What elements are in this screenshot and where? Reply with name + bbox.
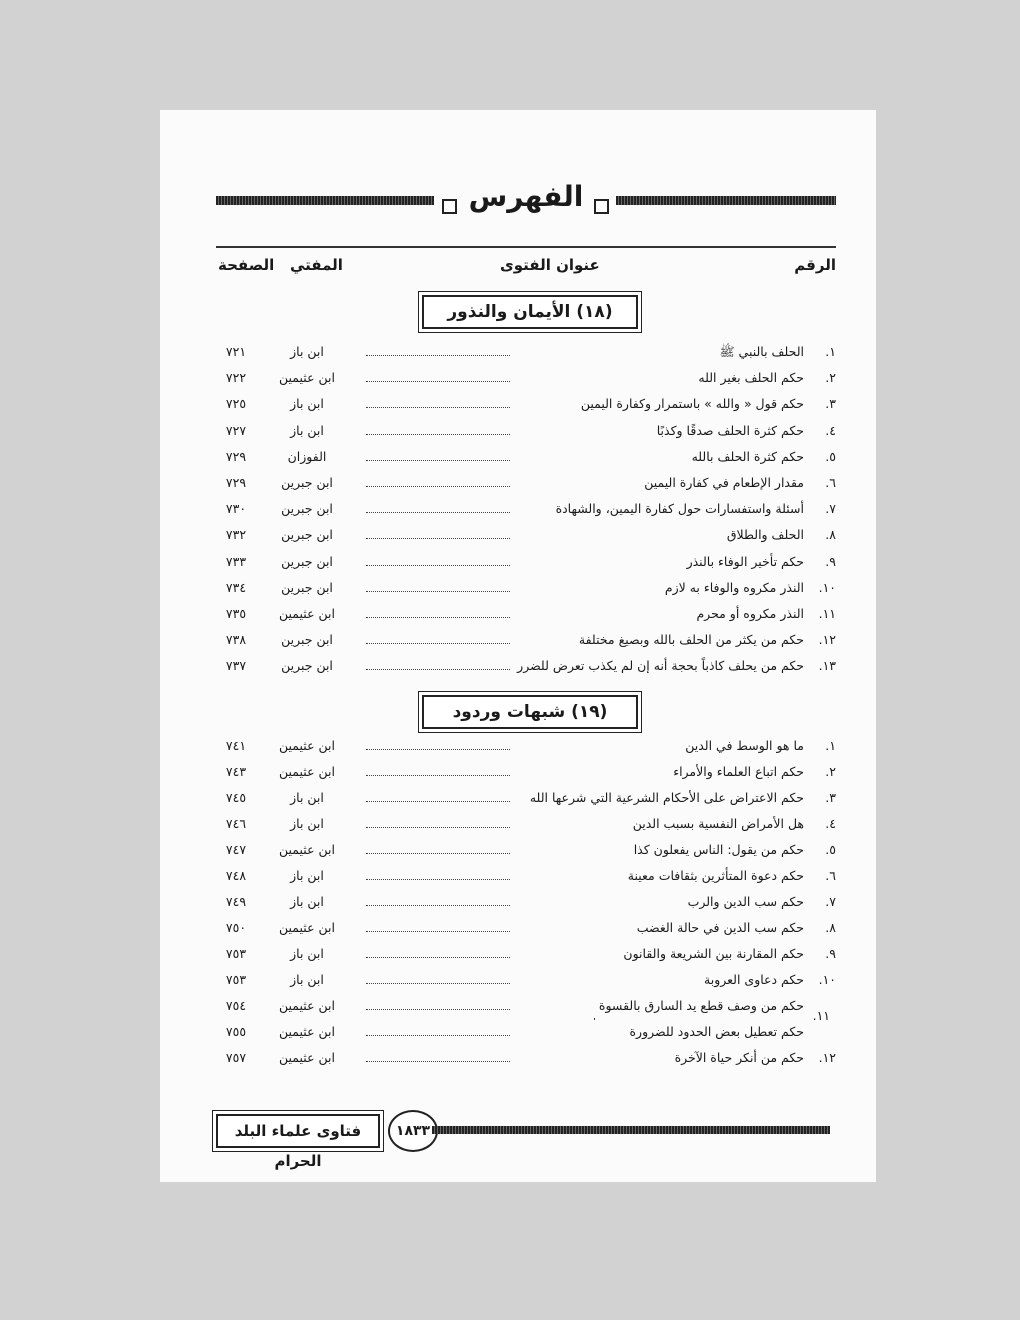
entry-title: حكم اتباع العلماء والأمراء: [510, 760, 804, 784]
entry-page: ٧٢٩: [225, 448, 247, 464]
entry-mufti: ابن جبرين: [281, 501, 333, 517]
entry-page: ٧٣٧: [225, 658, 247, 674]
entry-page: ٧٥٣: [225, 972, 247, 987]
entry-title: حكم من أنكر حياة الآخرة: [510, 1046, 804, 1070]
entry-number: ٥.: [825, 842, 836, 857]
index-entry: [216, 864, 836, 888]
page-title: الفهرس: [468, 180, 584, 213]
entry-title: حكم تعطيل بعض الحدود للضرورة: [510, 1020, 804, 1044]
title-rule-right: [616, 196, 836, 205]
entry-number: ١٣.: [818, 658, 836, 674]
column-header-title: عنوان الفتوى: [500, 256, 600, 274]
entry-page: ٧٤١: [225, 738, 247, 753]
index-entry: [216, 497, 836, 521]
entry-number: ١١.: [818, 606, 836, 621]
entry-title: حكم سب الدين في حالة الغضب: [510, 916, 804, 940]
entry-title: الحلف بالنبي ﷺ: [510, 340, 804, 364]
entry-page: ٧٤٨: [225, 868, 247, 883]
entry-title: حكم من يكثر من الحلف بالله وبصيغ مختلفة: [510, 628, 804, 652]
entry-title: حكم سب الدين والرب: [510, 890, 804, 914]
entry-mufti: ابن باز: [290, 868, 324, 883]
index-entry: [216, 916, 836, 940]
entry-number: ٤.: [825, 816, 836, 831]
entry-title: حكم المقارنة بين الشريعة والقانون: [510, 942, 804, 966]
index-entry: [216, 445, 836, 469]
entry-page: ٧٢٩: [225, 475, 247, 490]
entry-mufti: ابن عثيمين: [279, 738, 335, 753]
entry-number: ٨.: [825, 527, 836, 543]
index-entry: [216, 942, 836, 966]
entry-page: ٧٣٥: [225, 606, 247, 621]
entry-number: ٢.: [825, 370, 836, 386]
index-entry: [216, 550, 836, 574]
index-entry: [216, 968, 836, 992]
entry-title: حكم دعاوى العروبة: [510, 968, 804, 992]
entry-title: حكم تأخير الوفاء بالنذر: [510, 550, 804, 574]
entry-page: ٧٤٦: [225, 816, 247, 831]
entry-number: ٣.: [825, 396, 836, 412]
index-entry: [216, 838, 836, 862]
index-entry: [216, 654, 836, 678]
footer-rule: [432, 1126, 830, 1134]
entry-page: ٧٤٣: [225, 764, 247, 779]
entry-title: مقدار الإطعام في كفارة اليمين: [510, 471, 804, 495]
entry-number: ١.: [825, 344, 836, 359]
index-entry: [216, 366, 836, 390]
entry-page: ٧٣٢: [225, 527, 247, 543]
column-header-page: الصفحة: [218, 256, 275, 274]
entry-mufti: ابن باز: [290, 422, 324, 438]
index-entry: [216, 1020, 836, 1044]
entry-page: ٧٥٤: [225, 998, 247, 1013]
index-entry: [216, 812, 836, 836]
entry-page: ٧٣٤: [225, 579, 247, 595]
entry-number: ١١.: [812, 1008, 830, 1023]
entry-title: النذر مكروه أو محرم: [510, 602, 804, 626]
entry-mufti: ابن عثيمين: [279, 920, 335, 935]
entry-number: ١٠.: [818, 579, 836, 595]
entry-title: حكم الاعتراض على الأحكام الشرعية التي شرعها الله: [510, 786, 804, 810]
index-entry: [216, 760, 836, 784]
entry-number: ١٠.: [818, 972, 836, 987]
entry-mufti: ابن جبرين: [281, 579, 333, 595]
title-rule-left: [216, 196, 434, 205]
entry-title: حكم من يقول: الناس يفعلون كذا: [510, 838, 804, 862]
entry-mufti: ابن باز: [290, 396, 324, 412]
entry-mufti: ابن جبرين: [281, 475, 333, 490]
entry-title: حكم كثرة الحلف صدقًا وكذبًا: [510, 419, 804, 443]
entry-number: ٥.: [825, 448, 836, 464]
index-entry: [216, 890, 836, 914]
entry-page: ٧٢٧: [225, 422, 247, 438]
entry-page: ٧٣٣: [225, 553, 247, 569]
entry-title: الحلف والطلاق: [510, 523, 804, 547]
entry-mufti: ابن باز: [290, 790, 324, 805]
entry-mufti: ابن باز: [290, 946, 324, 961]
index-entry: [216, 786, 836, 810]
entry-page: ٧٤٥: [225, 790, 247, 805]
column-header-number: الرقم: [794, 256, 836, 274]
footer-page-number: ١٨٣٣: [388, 1110, 438, 1152]
index-entry: [216, 602, 836, 626]
entry-title: حكم الحلف بغير الله: [510, 366, 804, 390]
index-entry: [216, 1046, 836, 1070]
entry-page: ٧٥٥: [225, 1024, 247, 1039]
entry-mufti: ابن عثيمين: [279, 370, 335, 386]
entry-title: ما هو الوسط في الدين: [510, 734, 804, 758]
footer-book-title: فتاوى علماء البلد الحرام: [216, 1114, 380, 1148]
entry-mufti: ابن باز: [290, 816, 324, 831]
entry-number: ٤.: [825, 422, 836, 438]
entry-title: حكم قول « والله » باستمرار وكفارة اليمين: [510, 392, 804, 416]
entry-number: ٨.: [825, 920, 836, 935]
entry-number: ٦.: [825, 475, 836, 490]
entry-page: ٧٢٥: [225, 396, 247, 412]
index-entry: [216, 419, 836, 443]
square-bullet-icon: [594, 199, 609, 214]
section-heading: (١٩) شبهات وردود: [422, 695, 638, 729]
index-entry: [216, 340, 836, 364]
entry-page: ٧٢١: [225, 344, 247, 359]
entry-number: ١.: [825, 738, 836, 753]
entry-number: ٢.: [825, 764, 836, 779]
entry-mufti: الفوزان: [287, 448, 327, 464]
entry-title: حكم دعوة المتأثرين بثقافات معينة: [510, 864, 804, 888]
entry-number: ١٢.: [818, 1050, 836, 1065]
entry-mufti: ابن عثيمين: [279, 1050, 335, 1065]
column-header-mufti: المفتي: [290, 256, 343, 274]
entry-mufti: ابن جبرين: [281, 632, 333, 648]
entry-number: ٩.: [825, 946, 836, 961]
entry-number: ٩.: [825, 553, 836, 569]
entry-page: ٧٤٩: [225, 894, 247, 909]
entry-number: ٧.: [825, 894, 836, 909]
entry-page: ٧٢٢: [225, 370, 247, 386]
index-entry: [216, 576, 836, 600]
entry-number: ٦.: [825, 868, 836, 883]
index-entry: [216, 523, 836, 547]
entry-mufti: ابن عثيمين: [279, 998, 335, 1013]
entry-mufti: ابن باز: [290, 972, 324, 987]
entry-mufti: ابن جبرين: [281, 527, 333, 543]
entry-mufti: ابن جبرين: [281, 553, 333, 569]
entry-page: ٧٥٧: [225, 1050, 247, 1065]
entry-title: حكم كثرة الحلف بالله: [510, 445, 804, 469]
entry-title: حكم من يحلف كاذباً بحجة أنه إن لم يكذب تعرض للضرر: [510, 654, 804, 678]
entry-mufti: ابن عثيمين: [279, 764, 335, 779]
section-heading: (١٨) الأيمان والنذور: [422, 295, 638, 329]
entry-number: ١٢.: [818, 632, 836, 648]
entry-mufti: ابن عثيمين: [279, 842, 335, 857]
entry-mufti: ابن جبرين: [281, 658, 333, 674]
entry-page: ٧٣٨: [225, 632, 247, 648]
entry-page: ٧٣٠: [225, 501, 247, 517]
entry-page: ٧٤٧: [225, 842, 247, 857]
entry-mufti: ابن باز: [290, 894, 324, 909]
entry-page: ٧٥٠: [225, 920, 247, 935]
index-entry: [216, 994, 836, 1018]
entry-title: النذر مكروه والوفاء به لازم: [510, 576, 804, 600]
index-entry: [216, 628, 836, 652]
index-entry: [216, 471, 836, 495]
index-entry: [216, 734, 836, 758]
entry-title: حكم من وصف قطع يد السارق بالقسوة: [510, 994, 804, 1018]
entry-title: هل الأمراض النفسية بسبب الدين: [510, 812, 804, 836]
index-entry: [216, 392, 836, 416]
entry-page: ٧٥٣: [225, 946, 247, 961]
header-rule: [216, 246, 836, 248]
entry-number: ٣.: [825, 790, 836, 805]
entry-mufti: ابن باز: [290, 344, 324, 359]
entry-title: أسئلة واستفسارات حول كفارة اليمين، والشهادة: [510, 497, 804, 521]
entry-number: ٧.: [825, 501, 836, 517]
entry-mufti: ابن عثيمين: [279, 606, 335, 621]
index-title-row: [216, 178, 836, 220]
entry-mufti: ابن عثيمين: [279, 1024, 335, 1039]
